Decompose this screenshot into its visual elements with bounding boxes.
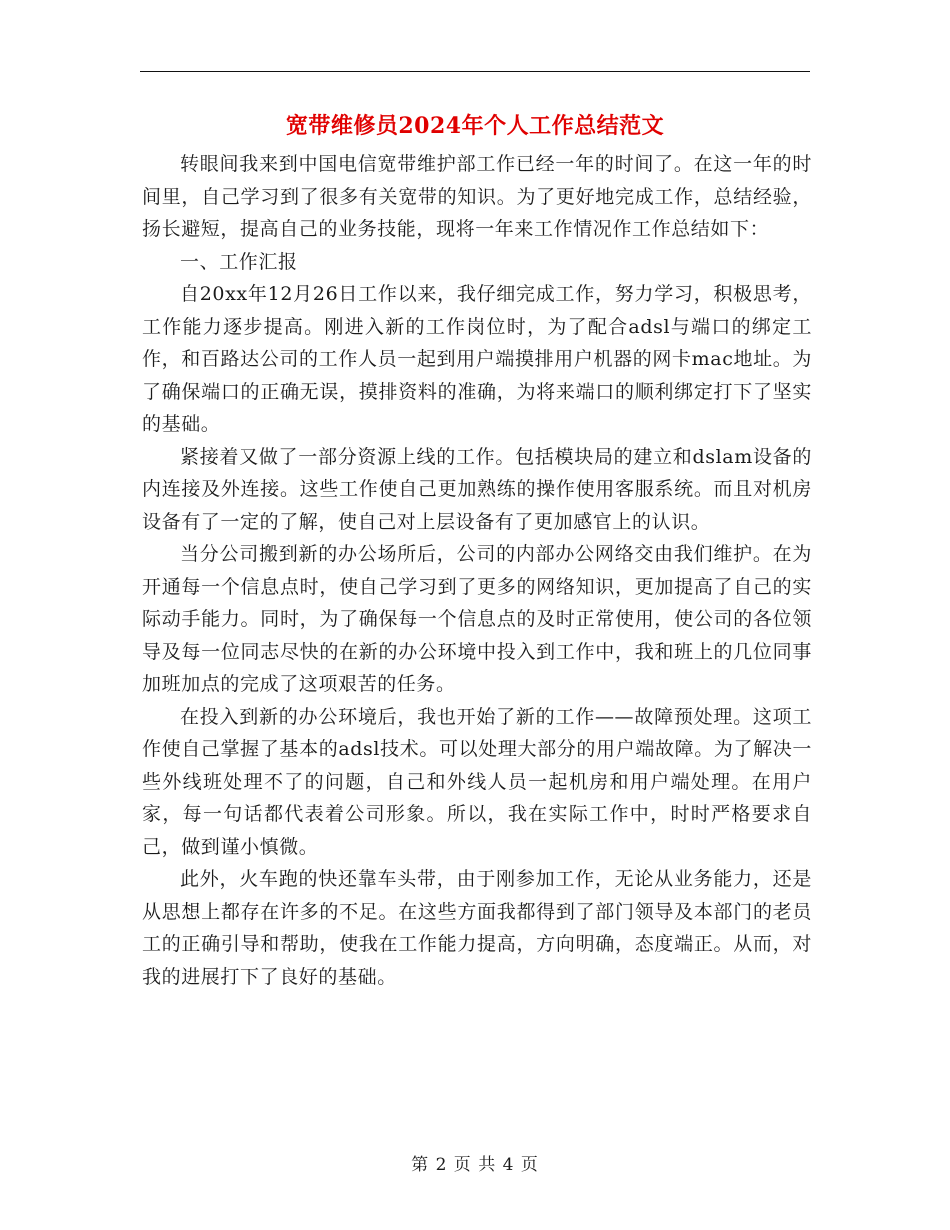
- document-title: 宽带维修员2024年个人工作总结范文: [285, 113, 665, 139]
- paragraph-resources-online: 紧接着又做了一部分资源上线的工作。包括模块局的建立和dslam设备的内连接及外连接。这些工作使自己更加熟练的操作使用客服系统。而且对机房设备有了一定的了解，使自己对上层设备有了更加感官上的认识。: [142, 445, 812, 533]
- page-number-footer: 第 2 页 共 4 页: [411, 1155, 539, 1175]
- header-rule: [140, 71, 810, 72]
- document-body: [142, 148, 812, 993]
- section-heading-work-report: 一、工作汇报: [180, 250, 298, 273]
- paragraph-intro: 转眼间我来到中国电信宽带维护部工作已经一年的时间了。在这一年的时间里，自己学习到了很多有关宽带的知识。为了更好地完成工作，总结经验，扬长避短，提高自己的业务技能，现将一年来工作情况作工作总结如下：: [142, 153, 812, 240]
- paragraph-fault-preprocessing: 在投入到新的办公环境后，我也开始了新的工作——故障预处理。这项工作使自己掌握了基本的adsl技术。可以处理大部分的用户端故障。为了解决一些外线班处理不了的问题，自己和外线人员一起机房和用户端处理。在用户家，每一句话都代表着公司形象。所以，我在实际工作中，时时严格要求自己，做到谨小慎微。: [142, 705, 812, 858]
- paragraph-office-network: 当分公司搬到新的办公场所后，公司的内部办公网络交由我们维护。在为开通每一个信息点时，使自己学习到了更多的网络知识，更加提高了自己的实际动手能力。同时，为了确保每一个信息点的及时正常使用，使公司的各位领导及每一位同志尽快的在新的办公环境中投入到工作中，我和班上的几位同事加班加点的完成了这项艰苦的任务。: [142, 543, 812, 695]
- paragraph-guidance: 此外，火车跑的快还靠车头带，由于刚参加工作，无论从业务能力，还是从思想上都存在许多的不足。在这些方面我都得到了部门领导及本部门的老员工的正确引导和帮助，使我在工作能力提高，方向明确，态度端正。从而，对我的进展打下了良好的基础。: [142, 868, 812, 988]
- paragraph-start-work: 自20xx年12月26日工作以来，我仔细完成工作，努力学习，积极思考，工作能力逐步提高。刚进入新的工作岗位时，为了配合adsl与端口的绑定工作，和百路达公司的工作人员一起到用户端摸排用户机器的网卡mac地址。为了确保端口的正确无误，摸排资料的准确，为将来端口的顺利绑定打下了坚实的基础。: [142, 283, 812, 435]
